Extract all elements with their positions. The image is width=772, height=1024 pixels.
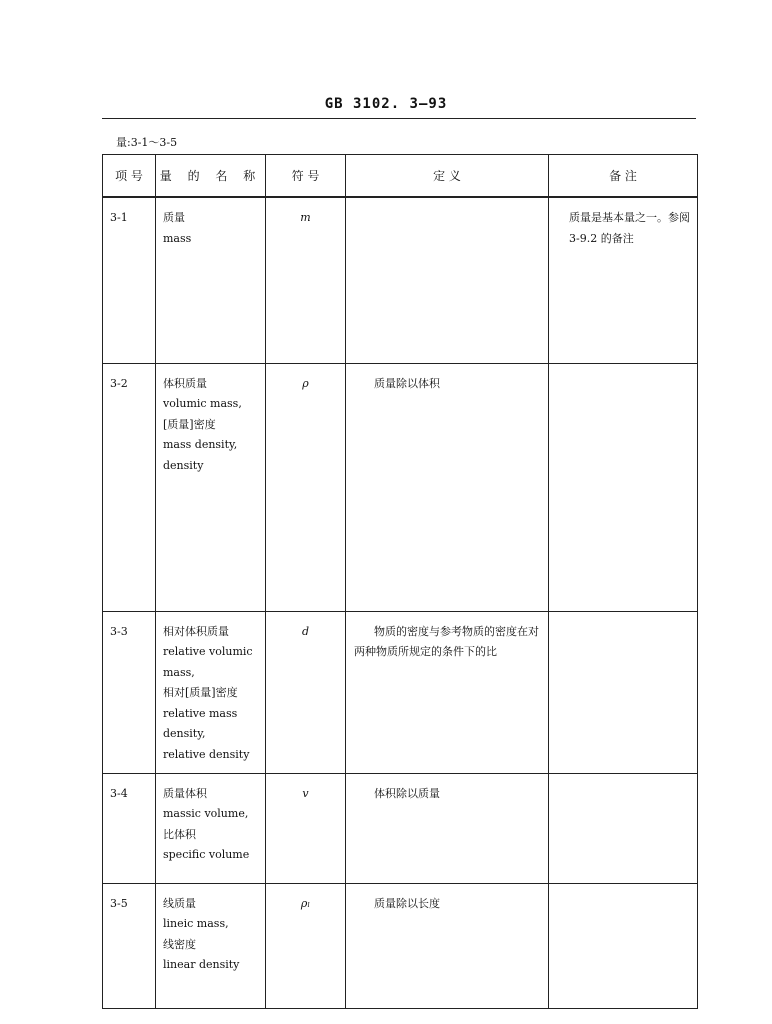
item-number: 3-5 <box>103 883 156 1008</box>
item-number: 3-3 <box>103 611 156 773</box>
quantity-symbol: v <box>266 773 346 883</box>
quantity-remarks <box>549 883 698 1008</box>
quantity-symbol: ρ <box>266 363 346 611</box>
name-line: 比体积 <box>163 827 196 841</box>
name-line: specific volume <box>163 848 250 861</box>
remarks-text: 质量是基本量之一。参阅 3-9.2 的备注 <box>569 211 690 245</box>
name-line: linear density <box>163 958 240 971</box>
table-header-row <box>103 155 698 198</box>
name-line: massic volume, <box>163 807 249 820</box>
quantity-name <box>156 197 266 363</box>
item-number: 3-1 <box>103 197 156 363</box>
name-line: lineic mass, <box>163 917 229 930</box>
name-line: density <box>163 458 204 472</box>
column-header-symbol: 符 号 <box>266 155 346 198</box>
definition-text: 质量除以长度 <box>374 896 440 910</box>
quantity-name <box>156 611 266 773</box>
quantity-remarks <box>549 611 698 773</box>
table-row <box>103 611 698 773</box>
column-header-remarks: 备 注 <box>549 155 698 198</box>
definition-text: 体积除以质量 <box>374 786 440 800</box>
quantity-remarks <box>549 197 698 363</box>
definition-text: 物质的密度与参考物质的密度在对两种物质所规定的条件下的比 <box>354 624 539 658</box>
quantity-symbol: ρₗ <box>266 883 346 1008</box>
name-line: 相对体积质量 <box>163 624 229 638</box>
name-line: volumic mass, <box>163 397 242 410</box>
name-line: 线密度 <box>163 937 196 951</box>
name-line: relative volumic <box>163 645 253 658</box>
name-line: 相对[质量]密度 <box>163 686 238 699</box>
table-row <box>103 363 698 611</box>
column-header-number: 项 号 <box>103 155 156 198</box>
name-line: density, <box>163 727 206 740</box>
table-row <box>103 197 698 363</box>
name-line: [质量]密度 <box>163 417 216 431</box>
quantities-table <box>102 154 698 1009</box>
quantity-definition <box>346 883 549 1008</box>
quantity-symbol: d <box>266 611 346 773</box>
quantity-symbol: m <box>266 197 346 363</box>
quantity-definition <box>346 363 549 611</box>
header-rule <box>102 118 696 119</box>
name-line: 体积质量 <box>163 376 207 390</box>
quantity-definition <box>346 611 549 773</box>
name-line: mass density, <box>163 438 238 451</box>
definition-text: 质量除以体积 <box>374 376 440 390</box>
name-line: relative density <box>163 747 250 761</box>
table-caption: 量:3-1～3-5 <box>116 136 178 149</box>
item-number: 3-4 <box>103 773 156 883</box>
table-row <box>103 883 698 1008</box>
name-line: 线质量 <box>163 896 196 910</box>
name-line: 质量体积 <box>163 786 207 800</box>
quantity-remarks <box>549 363 698 611</box>
standard-number-header: GB 3102. 3—93 <box>324 96 448 112</box>
quantity-name <box>156 363 266 611</box>
quantity-name <box>156 773 266 883</box>
column-header-definition: 定 义 <box>346 155 549 198</box>
name-line: 质量 <box>163 211 185 224</box>
table-row <box>103 773 698 883</box>
item-number: 3-2 <box>103 363 156 611</box>
quantity-remarks <box>549 773 698 883</box>
name-line: mass <box>163 231 192 245</box>
quantity-definition <box>346 197 549 363</box>
quantity-definition <box>346 773 549 883</box>
quantity-name <box>156 883 266 1008</box>
name-line: mass, <box>163 665 195 679</box>
column-header-name: 量 的 名 称 <box>156 155 266 198</box>
name-line: relative mass <box>163 706 238 720</box>
